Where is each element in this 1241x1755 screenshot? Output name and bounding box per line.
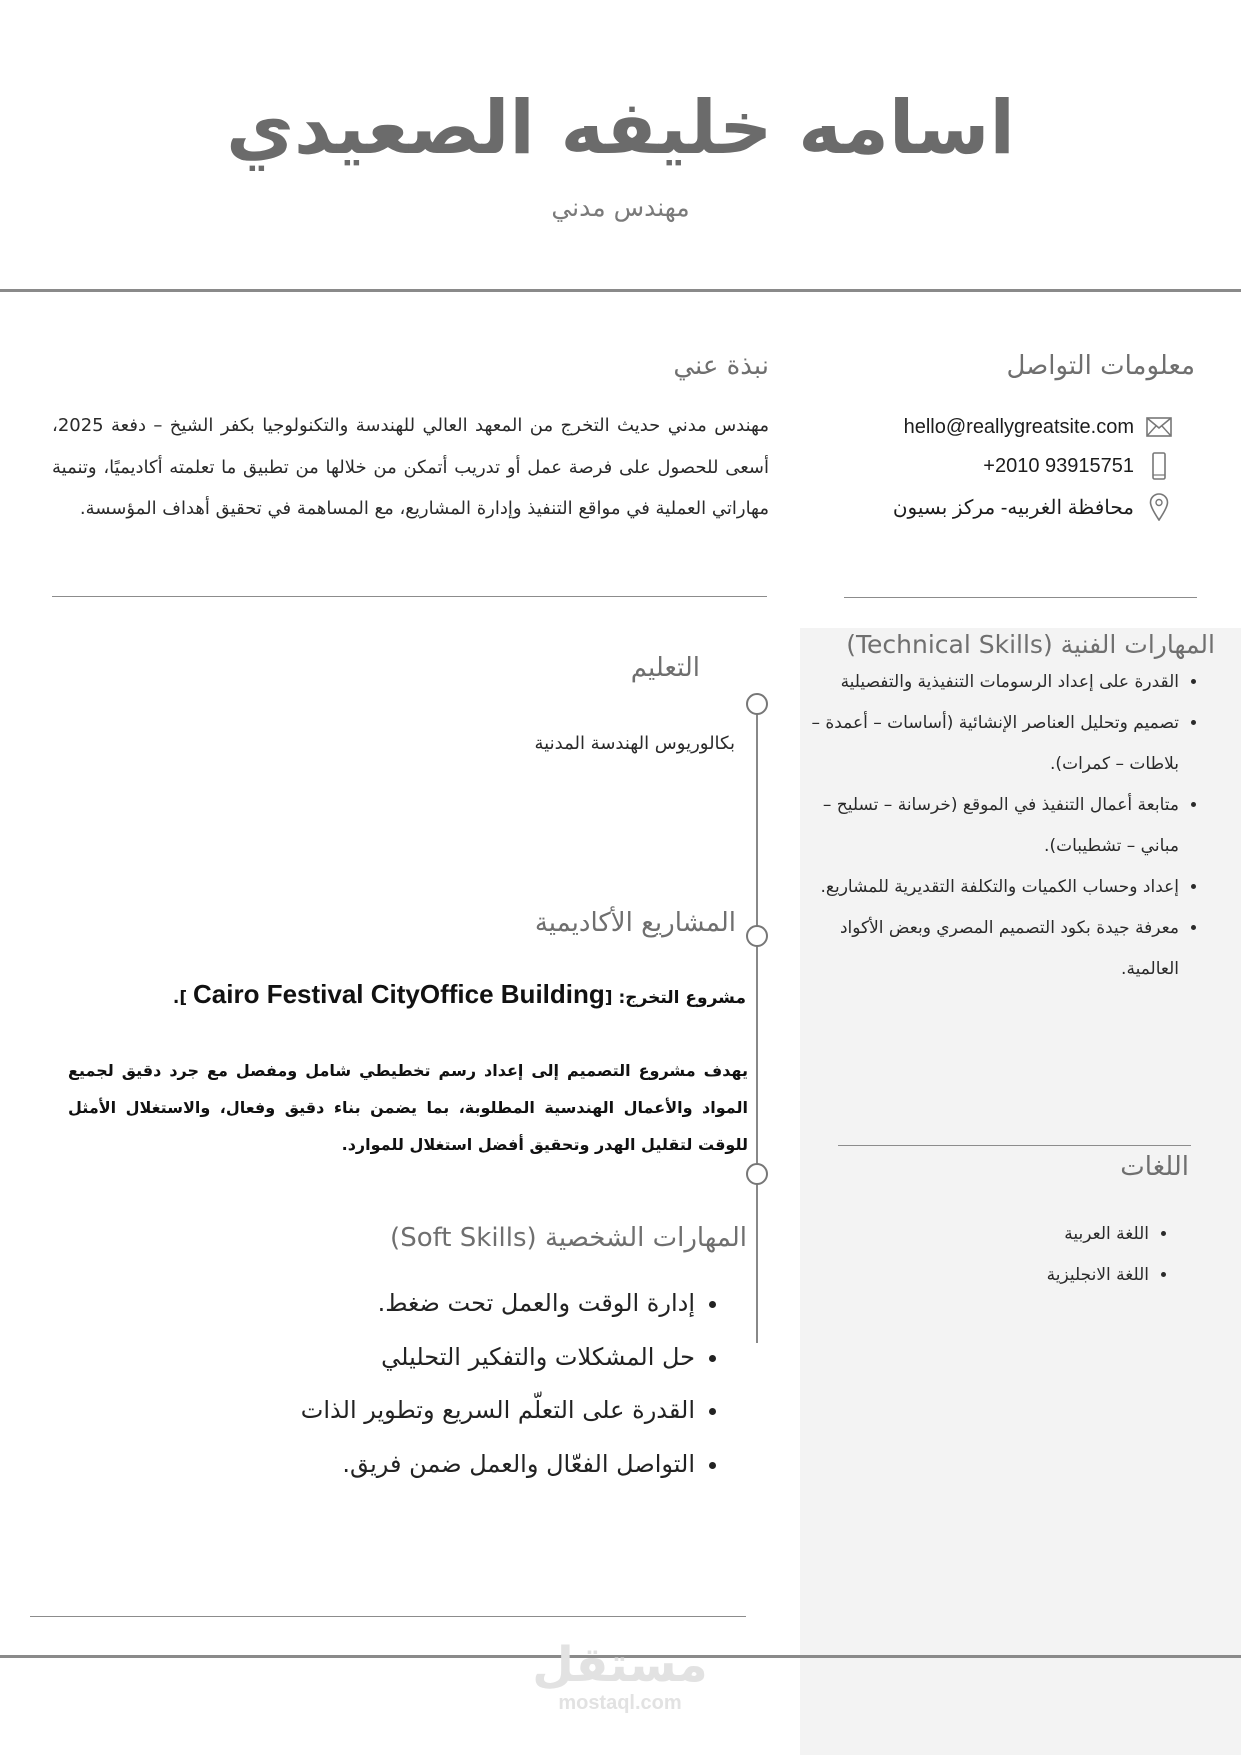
bracket-close: ]. [172,988,188,1008]
list-item: • إعداد وحساب الكميات والتكلفة التقديرية للمشاريع. [789,867,1179,908]
project-name-1: Office Building [419,979,605,1009]
bracket-open: [ [604,988,613,1008]
contact-address-row [824,490,1174,524]
contact-divider [844,597,1197,598]
about-divider [52,596,767,597]
watermark-logo: مستقل [532,1637,708,1693]
project-description: يهدف مشروع التصميم إلى إعداد رسم تخطيطي شامل ومفصل مع جرد دقيق لجميع المواد والأعمال الهندسية المطلوبة، بما يضمن بناء دقيق وفعال، والاستغلال الأمثل للوقت لتقليل الهدر وتحقيق أفضل استغلال للموارد. [68,1061,748,1154]
candidate-name: اسامه خليفه الصعيدي [226,85,1015,171]
projects-title: المشاريع الأكاديمية [534,908,736,938]
timeline-dot [746,925,768,947]
location-pin-icon [1144,492,1174,522]
languages-divider [838,1145,1191,1146]
header-divider [0,289,1241,292]
languages-title: اللغات [1120,1152,1189,1182]
list-item: • تصميم وتحليل العناصر الإنشائية (أساسات – أعمدة – بلاطات – كمرات). [789,703,1179,785]
phone-icon [1144,451,1174,481]
list-item: • اللغة العربية [889,1214,1149,1255]
soft-skills-divider [30,1616,746,1617]
technical-skills-title: المهارات الفنية (Technical Skills) [846,630,1215,659]
contact-email-row [824,410,1174,444]
education-title: التعليم [630,653,700,683]
list-item: • التواصل الفعّال والعمل ضمن فريق. [135,1438,695,1492]
contact-email[interactable]: hello@reallygreatsite.com [903,415,1134,438]
soft-skills-title: المهارات الشخصية (Soft Skills) [390,1223,747,1253]
graduation-project-heading [173,974,746,1018]
contact-phone[interactable]: +2010 93915751 [983,454,1134,477]
languages-list [889,1214,1171,1296]
list-item: • القدرة على إعداد الرسومات التنفيذية والتفصيلية [789,662,1179,703]
list-item: • اللغة الانجليزية [889,1255,1149,1296]
list-item: • حل المشكلات والتفكير التحليلي [135,1331,695,1385]
about-title: نبذة عني [673,351,769,381]
education-degree: بكالوريوس الهندسة المدنية [534,733,735,754]
envelope-icon [1144,412,1174,442]
job-title: مهندس مدني [551,193,690,222]
contact-phone-row [824,449,1174,483]
about-text: مهندس مدني حديث التخرج من المعهد العالي للهندسة والتكنولوجيا بكفر الشيخ – دفعة 2025، أسعى للحصول على فرصة عمل أو تدريب أتمكن من خلالها من تطبيق ما تعلمته أكاديميًا، وتنمية مهاراتي العملية في مواقع التنفيذ وإدارة المشاريع، مع المساهمة في تحقيق أهداف المؤسسة. [52,415,769,519]
watermark-url: mostaql.com [558,1692,682,1714]
technical-skills-list [789,662,1201,990]
timeline-line [756,703,758,1343]
list-item: • معرفة جيدة بكود التصميم المصري وبعض الأكواد العالمية. [789,908,1179,990]
list-item: • القدرة على التعلّم السريع وتطوير الذات [135,1384,695,1438]
list-item: • متابعة أعمال التنفيذ في الموقع (خرسانة – تسليح – مباني – تشطيبات). [789,785,1179,867]
project-label: مشروع التخرج: [618,988,746,1008]
list-item: • إدارة الوقت والعمل تحت ضغط. [135,1277,695,1331]
soft-skills-list [135,1277,731,1491]
timeline-dot [746,1163,768,1185]
contact-address: محافظة الغربيه- مركز بسيون [892,496,1134,519]
contact-title: معلومات التواصل [1006,351,1195,381]
timeline-dot [746,693,768,715]
project-name-2: Cairo Festival City [193,979,420,1009]
